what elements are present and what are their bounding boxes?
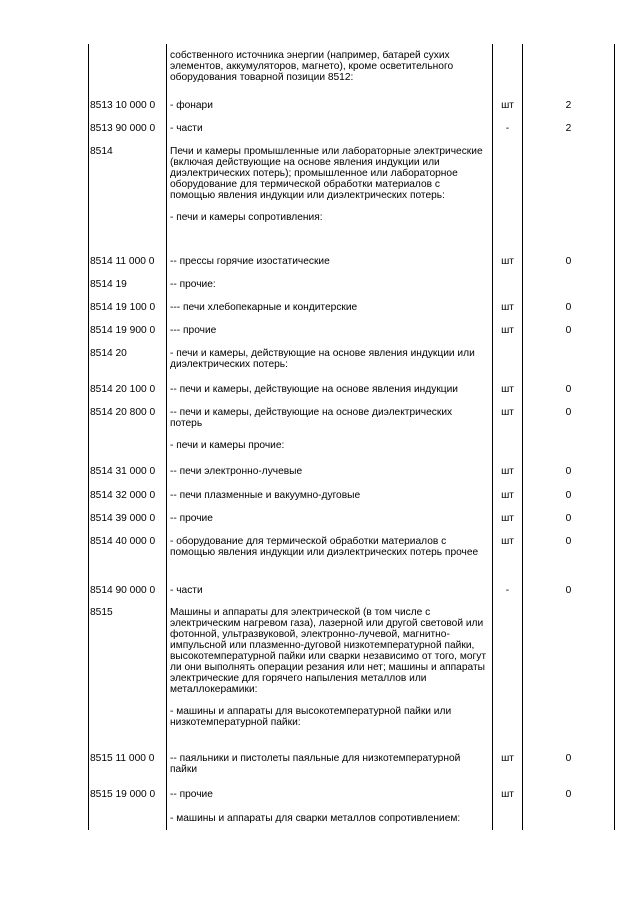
description-line: -- печи и камеры, действующие на основе диэлектрических потерь: [170, 407, 453, 429]
duty-rate: 0: [565, 325, 572, 336]
description-line: -- печи электронно-лучевые: [170, 466, 303, 477]
commodity-code: 8514 19 900 0: [90, 325, 156, 336]
commodity-description: [170, 348, 486, 370]
unit-of-measure: шт: [501, 490, 514, 501]
unit-of-measure: шт: [501, 789, 514, 800]
description-line: -- печи плазменные и вакуумно-дуговые: [170, 490, 361, 501]
description-line: - фонари: [170, 100, 213, 111]
description-line: -- прессы горячие изостатические: [170, 256, 330, 267]
description-line: -- печи и камеры, действующие на основе явления индукции: [170, 384, 458, 395]
commodity-description: [170, 490, 486, 501]
unit-of-measure: шт: [501, 466, 514, 477]
commodity-description: [170, 536, 486, 558]
commodity-description: [170, 513, 486, 524]
description-line: - машины и аппараты для сварки металлов сопротивлением:: [170, 813, 461, 824]
duty-rate: 0: [565, 407, 572, 418]
commodity-description: [170, 384, 486, 395]
duty-rate: 0: [565, 466, 572, 477]
duty-rate: 2: [565, 123, 572, 134]
commodity-code: 8514 90 000 0: [90, 585, 156, 596]
unit-of-measure: шт: [501, 536, 514, 547]
commodity-code: 8514 20: [90, 348, 127, 359]
description-line: --- печи хлебопекарные и кондитерские: [170, 302, 358, 313]
commodity-code: 8513 90 000 0: [90, 123, 156, 134]
duty-rate: 0: [565, 789, 572, 800]
duty-rate: 0: [565, 490, 572, 501]
commodity-description: [170, 585, 486, 596]
commodity-description: [170, 146, 486, 223]
unit-of-measure: шт: [501, 100, 514, 111]
description-line: собственного источника энергии (например, батарей сухих элементов, аккумуляторов, магнето), кроме осветительного оборудования товарной позиции 8512:: [170, 50, 454, 83]
duty-rate: 0: [565, 585, 572, 596]
description-line: Печи и камеры промышленные или лабораторные электрические (включая действующие на основе явления индукции или диэлектрических потерь); промышленное или лабораторное оборудование для термической обработки материалов с помощью явления индукции или диэлектрических потерь:: [170, 146, 483, 201]
description-line: -- прочие:: [170, 279, 216, 290]
unit-of-measure: шт: [501, 384, 514, 395]
commodity-code: 8514 40 000 0: [90, 536, 156, 547]
commodity-code: 8514 20 800 0: [90, 407, 156, 418]
column-divider-rate: [522, 44, 523, 830]
commodity-description: [170, 753, 486, 775]
commodity-description: [170, 100, 486, 111]
commodity-code: 8515 11 000 0: [90, 753, 155, 764]
duty-rate: 0: [565, 536, 572, 547]
unit-of-measure: шт: [501, 302, 514, 313]
description-line: - печи и камеры, действующие на основе явления индукции или диэлектрических потерь:: [170, 348, 475, 370]
commodity-description: [170, 123, 486, 134]
commodity-code: 8514 20 100 0: [90, 384, 156, 395]
description-line: - части: [170, 585, 203, 596]
commodity-code: 8515: [90, 607, 113, 618]
commodity-description: [170, 407, 486, 451]
unit-of-measure: -: [505, 585, 510, 596]
duty-rate: 0: [565, 302, 572, 313]
commodity-code: 8514 32 000 0: [90, 490, 156, 501]
duty-rate: 2: [565, 100, 572, 111]
commodity-description: [170, 813, 486, 824]
unit-of-measure: шт: [501, 325, 514, 336]
commodity-description: [170, 789, 486, 800]
duty-rate: 0: [565, 256, 572, 267]
description-line: - печи и камеры сопротивления:: [170, 212, 323, 223]
duty-rate: 0: [565, 384, 572, 395]
unit-of-measure: шт: [501, 513, 514, 524]
commodity-description: [170, 256, 486, 267]
description-line: - печи и камеры прочие:: [170, 440, 285, 451]
commodity-description: [170, 325, 486, 336]
commodity-code: 8514 31 000 0: [90, 466, 156, 477]
description-line: - оборудование для термической обработки материалов с помощью явления индукции или диэлектрических потерь прочее: [170, 536, 479, 558]
column-divider-unit: [492, 44, 493, 830]
commodity-code: 8514 39 000 0: [90, 513, 156, 524]
commodity-code: 8514 19: [90, 279, 127, 290]
commodity-code: 8514 11 000 0: [90, 256, 155, 267]
commodity-description: [170, 50, 486, 83]
commodity-description: [170, 279, 486, 290]
duty-rate: 0: [565, 513, 572, 524]
commodity-code: 8514 19 100 0: [90, 302, 156, 313]
commodity-code: 8513 10 000 0: [90, 100, 156, 111]
unit-of-measure: шт: [501, 753, 514, 764]
unit-of-measure: шт: [501, 256, 514, 267]
commodity-description: [170, 607, 486, 728]
duty-rate: 0: [565, 753, 572, 764]
commodity-code: 8515 19 000 0: [90, 789, 156, 800]
description-line: -- прочие: [170, 513, 213, 524]
column-divider-code: [88, 44, 89, 830]
column-divider-right: [614, 44, 615, 830]
description-line: - машины и аппараты для высокотемпературной пайки или низкотемпературной пайки:: [170, 706, 452, 728]
commodity-code: 8514: [90, 146, 113, 157]
commodity-description: [170, 466, 486, 477]
description-line: Машины и аппараты для электрической (в том числе с электрическим нагревом газа), лазерной или другой световой или фотонной, ультразвуковой, электронно-лучевой, магнитно-импульсной или плазменно-дуговой низкотемпературной пайки, высокотемпературной пайки или сварки независимо от того, могут ли они выполнять операции резания или нет; машины и аппараты электрические для горячего напыления металлов или металлокерамики:: [170, 607, 486, 695]
column-divider-description: [166, 44, 167, 830]
description-line: -- паяльники и пистолеты паяльные для низкотемпературной пайки: [170, 753, 461, 775]
unit-of-measure: -: [505, 123, 510, 134]
commodity-description: [170, 302, 486, 313]
unit-of-measure: шт: [501, 407, 514, 418]
description-line: -- прочие: [170, 789, 213, 800]
description-line: --- прочие: [170, 325, 217, 336]
description-line: - части: [170, 123, 203, 134]
